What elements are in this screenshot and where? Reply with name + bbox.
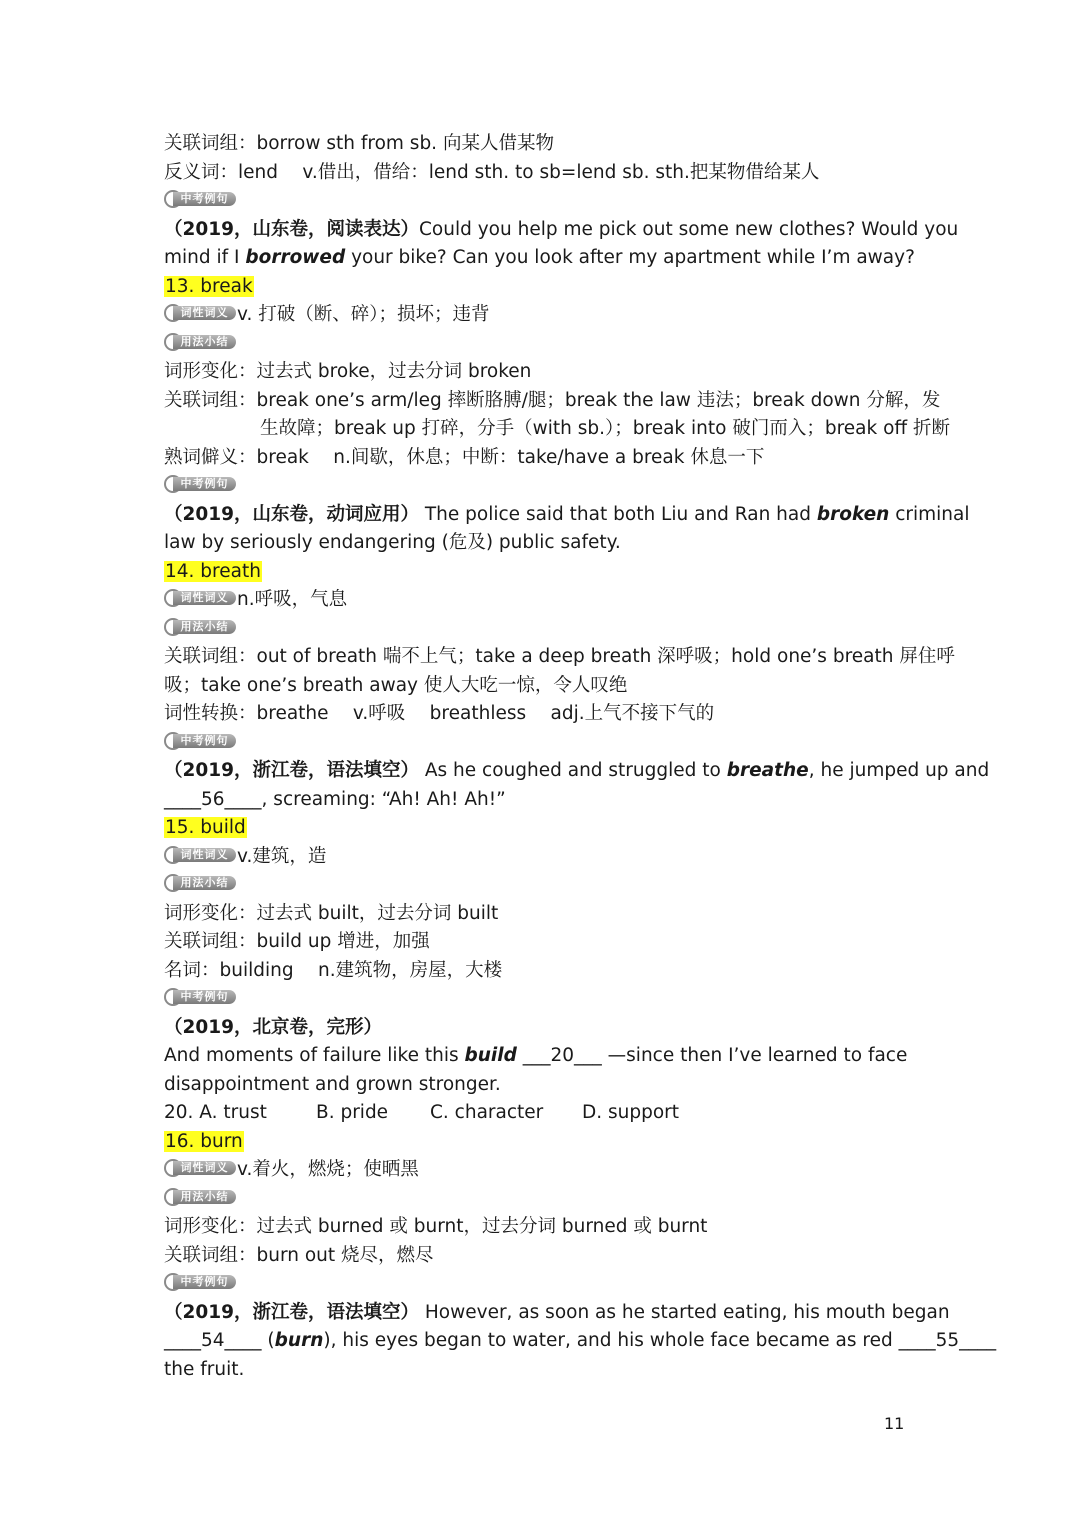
example-source: （2019，山东卷，阅读表达） [164,218,419,240]
answer-blank: ____54____ [164,1330,262,1351]
text-line: 关联词组：build up 增进，加强 [164,931,430,952]
example-tag-line [164,472,924,501]
usage-badge-icon: 用法小结 [164,333,236,351]
example-line: （2019，浙江卷，语法填空） However, as soon as he started eating, his mouth began [164,1301,950,1323]
example-badge-icon: 中考例句 [164,190,236,208]
usage-badge-icon: 用法小结 [164,1188,236,1206]
keyword: burn [274,1330,324,1351]
example-source: （2019，山东卷，动词应用） [164,503,419,525]
meaning-line [164,586,924,615]
answer-blank: ____55____ [898,1330,997,1351]
answer-blank: ____56____ [164,788,262,810]
example-line: （2019，浙江卷，语法填空） As he coughed and struggled to breathe, he jumped up and [164,760,990,781]
meaning-line [164,301,924,330]
example-source: （2019，浙江卷，语法填空） [164,760,419,781]
usage-badge-icon: 用法小结 [164,618,236,636]
keyword: borrowed [245,247,346,268]
usage-tag-line [164,871,924,900]
page-number: 11 [884,1414,905,1433]
text-line: 吸；take one’s breath away 使人大吃一惊，令人叹绝 [164,674,628,696]
text-line: 反义词：lend v.借出，借给：lend sth. to sb=lend sb. sth.把某物借给某人 [164,161,820,183]
text-line: 生故障；break up 打碎，分手（with sb.）；break into 破门而入；break off 折断 [260,418,951,439]
word-heading-label: 15. build [165,817,246,838]
example-tag-line [164,187,924,216]
text-line: 词性转换：breathe v.呼吸 breathless adj.上气不接下气的 [164,703,715,724]
text-line: 熟词僻义：break n.间歇，休息；中断：take/have a break 休息一下 [164,446,765,468]
example-badge-icon: 中考例句 [164,475,236,493]
text-line: 关联词组：borrow sth from sb. 向某人借某物 [164,133,554,154]
word-heading [164,273,924,302]
usage-tag-line [164,615,924,644]
example-line [164,216,959,245]
text-line: 词形变化：过去式 broke，过去分词 broken [164,361,532,382]
example-text: Could you help me pick out some new clothes? Would you [419,218,959,240]
word-heading [164,814,924,843]
meaning-badge-icon: 词性词义 [164,1159,236,1177]
word-heading [164,558,924,587]
option-d: D. support [582,1102,680,1123]
option-a: 20. A. trust [164,1102,267,1123]
usage-tag-line [164,330,924,359]
option-c: C. character [430,1102,544,1123]
word-heading [164,1128,924,1157]
meaning-text: v.建筑，造 [237,845,327,867]
example-tag-line [164,1270,924,1299]
example-line [164,1014,924,1043]
example-badge-icon: 中考例句 [164,1273,236,1291]
example-line: And moments of failure like this build ___20___ —since then I’ve learned to face [164,1045,908,1066]
word-heading-label: 14. breath [165,560,261,582]
text-line: 词形变化：过去式 built，过去分词 built [164,902,499,924]
meaning-text: n.呼吸，气息 [237,589,348,610]
text-line: 关联词组：out of breath 喘不上气；take a deep breath 深呼吸；hold one’s breath 屏住呼 [164,646,955,667]
example-line: law by seriously endangering (危及) public safety. [164,532,621,553]
meaning-text: v.着火，燃烧；使晒黑 [237,1159,419,1180]
word-heading-label: 16. burn [165,1130,243,1152]
word-heading-label: 13. break [165,275,253,297]
page-content [164,130,997,1384]
example-line: ____54____ (burn), his eyes began to water, and his whole face became as red ____55____ [164,1330,997,1351]
text-line: 关联词组：burn out 烧尽，燃尽 [164,1244,434,1266]
example-line: disappointment and grown stronger. [164,1073,501,1095]
keyword: breathe [726,760,809,781]
meaning-badge-icon: 词性词义 [164,304,236,322]
meaning-line [164,1156,924,1185]
text-line: 关联词组：break one’s arm/leg 摔断胳膊/腿；break the law 违法；break down 分解，发 [164,389,941,411]
answer-options [164,1099,924,1128]
meaning-line [164,843,924,872]
meaning-text: v. 打破（断、碎）；损坏；违背 [237,304,490,325]
usage-tag-line [164,1185,924,1214]
keyword: broken [816,503,890,525]
option-b: B. pride [316,1102,389,1123]
example-tag-line [164,985,924,1014]
example-tag-line [164,729,924,758]
example-line: ____56____, screaming: “Ah! Ah! Ah!” [164,788,506,810]
text-line: 名词：building n.建筑物，房屋，大楼 [164,959,503,981]
meaning-badge-icon: 词性词义 [164,846,236,864]
example-badge-icon: 中考例句 [164,732,236,750]
example-badge-icon: 中考例句 [164,988,236,1006]
usage-badge-icon: 用法小结 [164,874,236,892]
answer-blank: ___20___ [516,1045,608,1066]
example-line: the fruit. [164,1358,245,1380]
example-source: （2019，北京卷，完形） [164,1016,382,1038]
example-line: mind if I borrowed your bike? Can you look after my apartment while I’m away? [164,247,915,268]
keyword: build [464,1045,517,1066]
text-line: 词形变化：过去式 burned 或 burnt，过去分词 burned 或 burnt [164,1216,708,1237]
example-source: （2019，浙江卷，语法填空） [164,1301,419,1323]
meaning-badge-icon: 词性词义 [164,589,236,607]
example-line: （2019，山东卷，动词应用） The police said that both Liu and Ran had broken criminal [164,503,970,525]
